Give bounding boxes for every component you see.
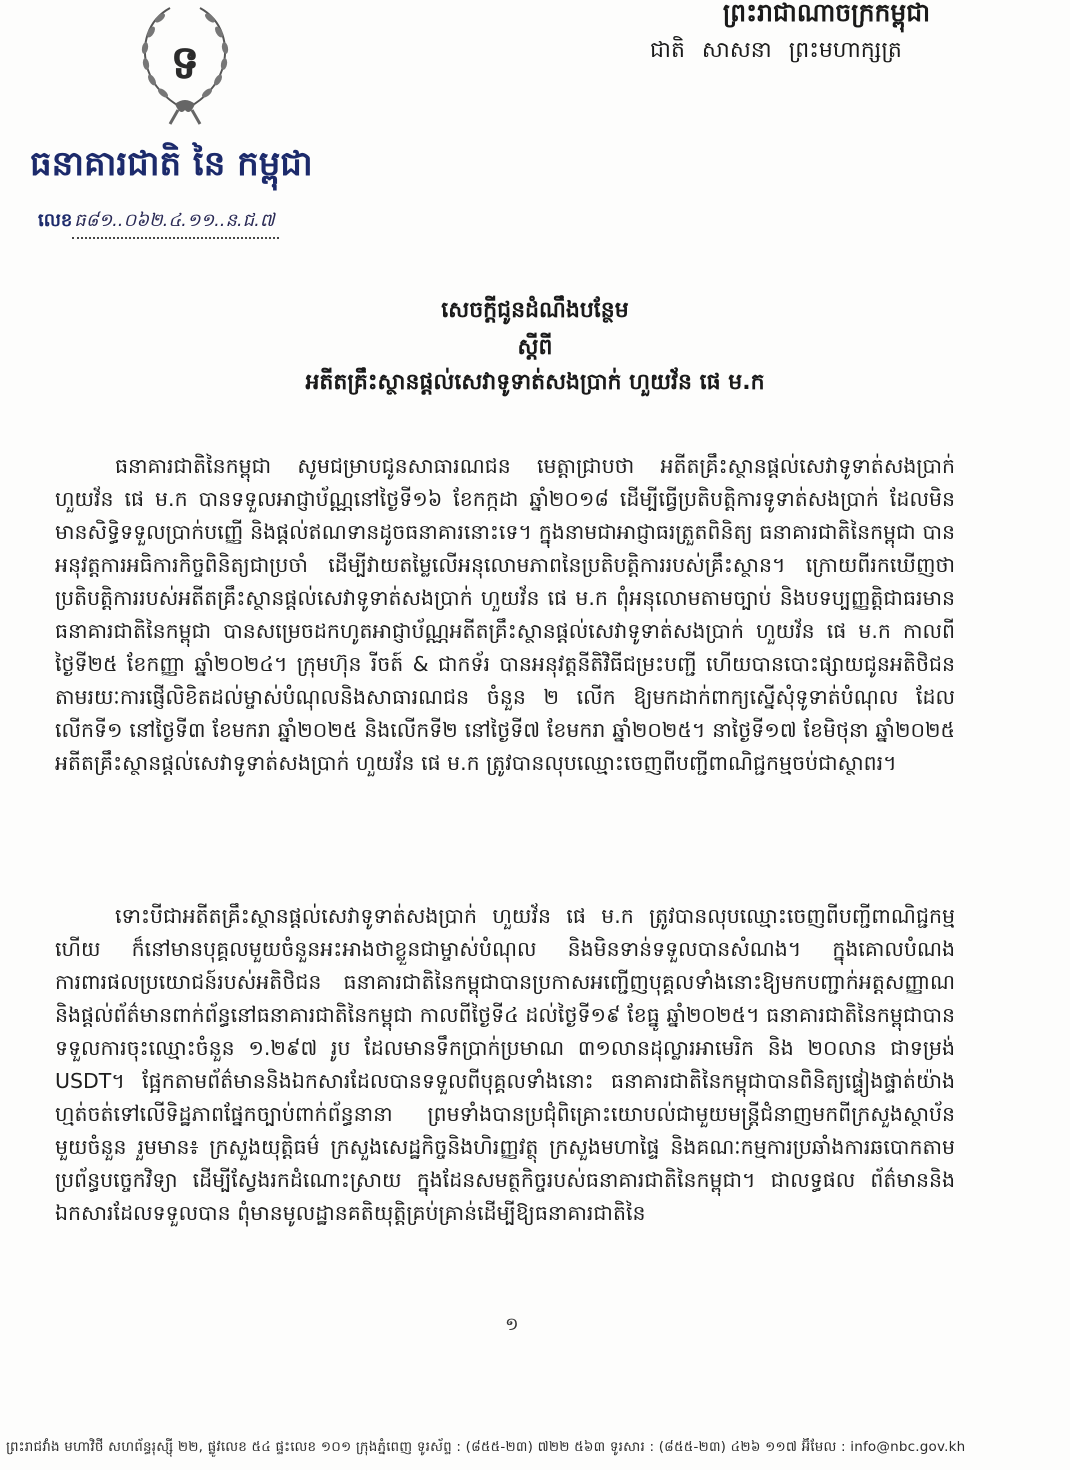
bank-name: ធនាគារជាតិ នៃ កម្ពុជា xyxy=(30,144,313,184)
title-connector: ស្តីពី xyxy=(517,335,553,360)
document-subject: អតីតគ្រឹះស្ថានផ្តល់សេវាទូទាត់សងប្រាក់ ហួយវ័ន ផេ ម.ក xyxy=(305,370,765,395)
national-motto: ជាតិ សាសនា ព្រះមហាក្សត្រ xyxy=(650,38,902,63)
reference-number: ធ៨១..០៦២.៤.១១..ន.ជ.៧ xyxy=(72,208,278,239)
reference-number-line xyxy=(38,208,279,239)
paragraph-1-text: ធនាគារជាតិនៃកម្ពុជា សូមជម្រាបជូនសាធារណជន មេត្តាជ្រាបថា អតីតគ្រឹះស្ថានផ្តល់សេវាទូទាត់សងប្រាក់ ហួយវ័ន ផេ ម.ក បានទទួលអាជ្ញាប័ណ្ណនៅថ្ងៃទី១៦ ខែកក្កដា ឆ្នាំ២០១៨ ដើម្បីធ្វើប្រតិបត្តិការទូទាត់សងប្រាក់ ដែលមិនមានសិទ្ធិទទួលប្រាក់បញ្ញើ និងផ្តល់ឥណទានដូចធនាគារនោះទេ។ ក្នុងនាមជាអាជ្ញាធរត្រួតពិនិត្យ ធនាគារជាតិនៃកម្ពុជា បានអនុវត្តការអធិការកិច្ចពិនិត្យជាប្រចាំ ដើម្បីវាយតម្លៃលើអនុលោមភាពនៃប្រតិបត្តិការរបស់គ្រឹះស្ថាន។ ក្រោយពីរកឃើញថា ប្រតិបត្តិការរបស់អតីតគ្រឹះស្ថានផ្តល់សេវាទូទាត់សងប្រាក់ ហួយវ័ន ផេ ម.ក ពុំអនុលោមតាមច្បាប់ និងបទប្បញ្ញត្តិជាធរមាន ធនាគារជាតិនៃកម្ពុជា បានសម្រេចដកហូតអាជ្ញាប័ណ្ណអតីតគ្រឹះស្ថានផ្តល់សេវាទូទាត់សងប្រាក់ ហួយវ័ន ផេ ម.ក កាលពីថ្ងៃទី២៥ ខែកញ្ញា ឆ្នាំ២០២៤។ ក្រុមហ៊ុន រីចត៍ & ជាកទ័រ បានអនុវត្តនីតិវិធីជម្រះបញ្ជី ហើយបានបោះផ្សាយជូនអតិថិជន តាមរយៈការផ្ញើលិខិតដល់ម្ចាស់បំណុលនិងសាធារណជន ចំនួន ២ លើក ឱ្យមកដាក់ពាក្យស្នើសុំទូទាត់បំណុល ដែលលើកទី១ នៅថ្ងៃទី៣ ខែមករា ឆ្នាំ២០២៥ និងលើកទី២ នៅថ្ងៃទី៧ ខែមករា ឆ្នាំ២០២៥។ នាថ្ងៃទី១៧ ខែមិថុនា ឆ្នាំ២០២៥ អតីតគ្រឹះស្ថានផ្តល់សេវាទូទាត់សងប្រាក់ ហួយវ័ន ផេ ម.ក ត្រូវបានលុបឈ្មោះចេញពីបញ្ជីពាណិជ្ជកម្មចប់ជាស្ថាពរ។ xyxy=(55,454,955,775)
kingdom-heading: ព្រះរាជាណាចក្រកម្ពុជា xyxy=(722,0,930,27)
bank-emblem-icon xyxy=(130,0,240,125)
footer-address: ព្រះរាជវាំង មហាវិថី សហព័ន្ធរុស្ស៊ី ២២, ផ្លូវលេខ ៥៤ ផ្ទះលេខ ១០១ ក្រុងភ្នំពេញ ទូរស័ព្ទ : (៨៥៥-២៣) ៧២២ ៥៦៣ ទូរសារ : (៨៥៥-២៣) ៤២៦ ១១៧ អ៊ីមែល : info@nbc.gov.kh xyxy=(6,1439,966,1455)
document-title: សេចក្តីជូនដំណឹងបន្ថែម xyxy=(441,298,629,323)
paragraph-2-text: ទោះបីជាអតីតគ្រឹះស្ថានផ្តល់សេវាទូទាត់សងប្រាក់ ហួយវ័ន ផេ ម.ក ត្រូវបានលុបឈ្មោះចេញពីបញ្ជីពាណិជ្ជកម្មហើយ ក៏នៅមានបុគ្គលមួយចំនួនអះអាងថាខ្លួនជាម្ចាស់បំណុល និងមិនទាន់ទទួលបានសំណង។ ក្នុងគោលបំណងការពារផលប្រយោជន៍របស់អតិថិជន ធនាគារជាតិនៃកម្ពុជាបានប្រកាសអញ្ជើញបុគ្គលទាំងនោះឱ្យមកបញ្ជាក់អត្តសញ្ញាណនិងផ្តល់ព័ត៌មានពាក់ព័ន្ធនៅធនាគារជាតិនៃកម្ពុជា កាលពីថ្ងៃទី៤ ដល់ថ្ងៃទី១៩ ខែធ្នូ ឆ្នាំ២០២៥។ ធនាគារជាតិនៃកម្ពុជាបានទទួលការចុះឈ្មោះចំនួន ១.២៩៧ រូប ដែលមានទឹកប្រាក់ប្រមាណ ៣១លានដុល្លារអាមេរិក និង ២០លាន ជាទម្រង់ USDT។ ផ្អែកតាមព័ត៌មាននិងឯកសារដែលបានទទួលពីបុគ្គលទាំងនោះ ធនាគារជាតិនៃកម្ពុជាបានពិនិត្យផ្ទៀងផ្ទាត់យ៉ាងហ្មត់ចត់ទៅលើទិដ្ឋភាពផ្នែកច្បាប់ពាក់ព័ន្ធនានា ព្រមទាំងបានប្រជុំពិគ្រោះយោបល់ជាមួយមន្ត្រីជំនាញមកពីក្រសួងស្ថាប័នមួយចំនួន រួមមាន៖ ក្រសួងយុត្តិធម៌ ក្រសួងសេដ្ឋកិច្ចនិងហិរញ្ញវត្ថុ ក្រសួងមហាផ្ទៃ និងគណៈកម្មការប្រឆាំងការឆបោកតាមប្រព័ន្ធបច្ចេកវិទ្យា ដើម្បីស្វែងរកដំណោះស្រាយ ក្នុងដែនសមត្ថកិច្ចរបស់ធនាគារជាតិនៃកម្ពុជា។ ជាលទ្ធផល ព័ត៌មាននិងឯកសារដែលទទួលបាន ពុំមានមូលដ្ឋានគតិយុត្តិគ្រប់គ្រាន់ដើម្បីឱ្យធនាគារជាតិនៃ xyxy=(55,904,955,1225)
reference-prefix: លេខ xyxy=(38,210,73,231)
page-number: ១ xyxy=(505,1314,519,1335)
body-paragraph-1 xyxy=(55,450,955,840)
emblem-letter: ទ xyxy=(170,35,200,89)
body-paragraph-2 xyxy=(55,900,955,1285)
